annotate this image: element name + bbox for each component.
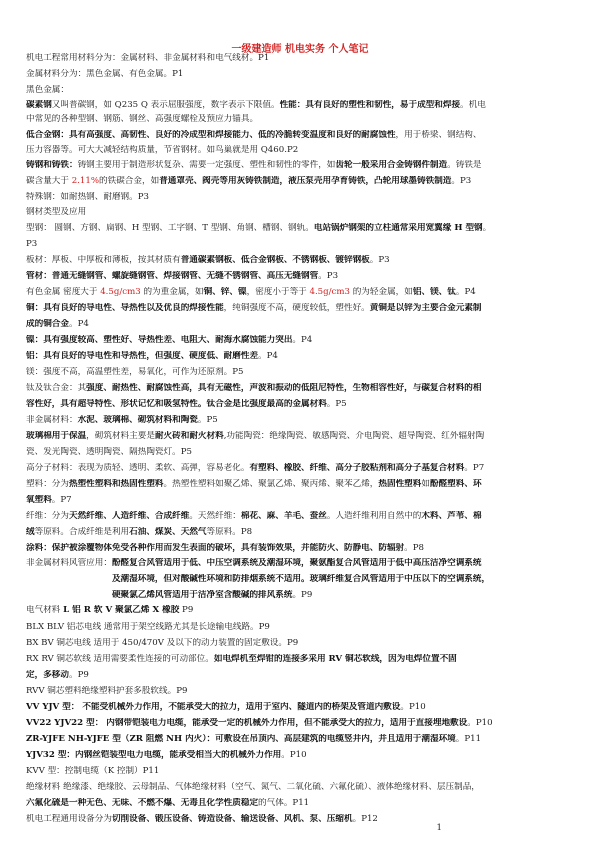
text-segment: ，纯铜强度不高，硬度较低，塑性好。 — [223, 303, 370, 313]
bold-text: 硬聚氯乙烯风管适用于洁净室含酸碱的排风系统 — [111, 590, 293, 600]
text-segment: 钢材类型及应用 — [26, 207, 87, 217]
text-segment: 。 — [482, 223, 492, 233]
note-line — [26, 192, 578, 202]
bold-text: 氧塑料 — [26, 495, 52, 505]
note-line — [26, 287, 578, 297]
text-segment: 中常见的各种型钢、钢筋、钢丝、高强度螺栓及预应力锚具。 — [26, 114, 259, 124]
note-line — [26, 383, 578, 393]
note-line — [26, 100, 578, 110]
text-segment: ,功能陶瓷：绝缘陶瓷、敏感陶瓷、介电陶瓷、超导陶瓷、红外辐射陶 — [223, 431, 485, 441]
text-segment: 。P10 — [281, 750, 307, 760]
note-line — [26, 766, 578, 776]
text-segment: 瓷、发光陶瓷、透明陶瓷、隔热陶瓷灯。P5 — [26, 447, 192, 457]
note-line — [26, 255, 578, 265]
text-segment: 。P9 — [68, 670, 89, 680]
note-line — [26, 114, 578, 124]
bold-text: L 铝 R 软 V 聚氯乙烯 X 橡胶 — [63, 605, 180, 615]
text-segment: 。机电 — [460, 100, 486, 110]
text-segment: 等原料。合成纤维是利用 — [34, 527, 130, 537]
bold-text: 容性好，具有超导特性、形状记忆和吸氢特性。钛合金是比强度最高的金属材料 — [26, 399, 327, 409]
text-segment: 纤维：分为 — [26, 511, 69, 521]
highlight-text: 4.5g/cm3 — [309, 287, 350, 297]
note-line — [26, 527, 578, 537]
note-line — [26, 415, 578, 425]
bold-text: 定，多移动 — [26, 670, 69, 680]
text-segment — [26, 590, 112, 600]
bold-text: 普通碳素钢板、低合金钢板、不锈钢板、镀锌钢板 — [180, 255, 370, 265]
text-segment — [26, 574, 112, 584]
bold-text: 水泥、玻璃棉、砌筑材料和陶瓷 — [77, 415, 198, 425]
bold-text: 强度、耐热性、耐腐蚀性高，具有无磁性，声波和振动的低阻尼特性，生物相容性好，与碳复合材料的相 — [86, 383, 482, 393]
text-segment: P3 — [26, 239, 38, 249]
bold-text: ZR-YJFE NH-YJFE 型（ZR 阻燃 NH 内火）：可敷设在吊顶内、高层建筑的电缆竖井内，并且适用于潮湿环境 — [26, 734, 456, 744]
text-segment: 。天然纤维： — [189, 511, 241, 521]
bold-text: 及潮湿环境，但对酸碱性环境和防排烟系统不适用。玻璃纤维复合风管适用于中压以下的空调系统， — [111, 574, 491, 584]
note-line — [26, 638, 578, 648]
bold-text: 铝、镁、钛 — [412, 287, 456, 297]
bold-text: 碳素钢 — [26, 100, 52, 110]
text-segment: 塑料：分为 — [26, 479, 69, 489]
page-number: 1 — [436, 823, 442, 833]
bold-text: 铸钢和铸铁： — [26, 160, 78, 170]
bold-text: 管材：普通无缝钢管、螺旋缝钢管、焊接钢管、无缝不锈钢管、高压无缝钢管 — [26, 271, 319, 281]
text-segment: 有色金属 密度大于 — [26, 287, 101, 297]
note-line — [26, 798, 578, 808]
bold-text: 热固性塑料 — [378, 479, 422, 489]
note-line — [26, 53, 578, 63]
bold-text: VV22 YJV22 型： 内钢带铠装电力电缆，能承受一定的机械外力作用，但不能承受大的拉力，适用于直接埋地敷设 — [26, 718, 468, 728]
note-line — [26, 511, 578, 521]
bold-text: 铜：具有良好的导电性、导热性以及优良的焊接性能 — [26, 303, 224, 313]
note-line — [26, 479, 578, 489]
bold-text: 普通罩壳、阀壳等用灰铸铁制造，液压泵壳用孕育铸铁，凸轮用球墨铸铁制造 — [159, 176, 452, 186]
highlight-text: 4.5g/cm3 — [100, 287, 141, 297]
text-segment: 特殊钢：如耐热钢、耐磨钢。P3 — [26, 192, 149, 202]
bold-text: YJV32 型：内钢丝铠装型电力电缆，能承受相当大的机械外力作用 — [26, 750, 282, 760]
text-segment: 。P7 — [51, 495, 72, 505]
note-line — [26, 718, 578, 728]
text-segment: 等原料。P8 — [206, 527, 253, 537]
note-line — [26, 223, 578, 233]
note-line — [26, 367, 578, 377]
note-line — [26, 590, 578, 600]
text-segment: 机电工程常用材料分为：金属材料、非金属材料和电气线材。P1 — [26, 53, 270, 63]
note-line — [26, 670, 578, 680]
bold-text: 不能受机械外力作用，不能承受大的拉力，适用于室内、隧道内的桥架及管道内敷设 — [82, 702, 401, 712]
text-segment: 绝缘材料 绝缘漆、绝缘胶、云母制品、气体绝缘材料（空气、氮气、二氧化硫、六氟化硫）、液体绝缘材料、层压制品， — [26, 782, 480, 792]
note-line — [26, 605, 578, 615]
text-segment: 铸钢主要用于制造形状复杂、需要一定强度、塑性和韧性的零件，如 — [77, 160, 336, 170]
text-segment: 。P7 — [464, 463, 485, 473]
text-segment: 。P5 — [326, 399, 347, 409]
note-line — [26, 734, 578, 744]
note-line — [26, 85, 578, 95]
note-line — [26, 335, 578, 345]
note-line — [26, 686, 578, 696]
text-segment: 。铸铁是 — [447, 160, 482, 170]
bold-text: 齿轮一般采用合金铸钢件制造 — [335, 160, 448, 170]
note-line — [26, 543, 578, 553]
text-segment: 型钢： 圆钢、方钢、扁钢、H 型钢、工字钢、T 型钢、角钢、槽钢、钢轨。 — [26, 223, 314, 233]
note-line — [26, 574, 578, 584]
note-line — [26, 130, 578, 140]
text-segment: 的为重金属，如 — [140, 287, 204, 297]
bold-text: 性能：具有良好的塑性和韧性，易于成型和焊接 — [279, 100, 461, 110]
note-line — [26, 654, 578, 664]
text-segment: P9 — [179, 605, 194, 615]
note-line — [26, 69, 578, 79]
note-line — [26, 622, 578, 632]
bold-text: 棉花、麻、羊毛、蚕丝 — [240, 511, 327, 521]
note-line — [26, 207, 578, 217]
text-segment: 。P10 — [400, 702, 426, 712]
text-segment: 。P10 — [467, 718, 493, 728]
text-segment: 。P4 — [455, 287, 476, 297]
text-segment: 。P11 — [455, 734, 482, 744]
bold-text: 玻璃棉用于保温 — [26, 431, 87, 441]
text-segment: 。P4 — [258, 351, 278, 361]
bold-text: 天然纤维、人造纤维、合成纤维 — [68, 511, 190, 521]
note-line — [26, 351, 578, 361]
text-segment: 镁：强度不高，高温塑性差，易氧化，可作为还原剂。P5 — [26, 367, 244, 377]
text-segment: 的铁碳合金，如 — [99, 176, 160, 186]
text-segment: 金属材料分为：黑色金属、有色金属。P1 — [26, 69, 184, 79]
text-segment: 电气材料 — [26, 605, 64, 615]
bold-text: 低合金钢：具有高强度、高韧性、良好的冷成型和焊接能力、低的冷脆转变温度和良好的耐腐蚀性 — [26, 130, 396, 140]
text-segment: 机电工程通用设备分为 — [26, 814, 112, 824]
highlight-text: 2.11% — [71, 176, 100, 186]
text-segment: 高分子材料：表现为质轻、透明、柔软、高弹，容易老化。 — [26, 463, 250, 473]
bold-text: 木料、芦苇、棉 — [421, 511, 482, 521]
text-segment: ，用于桥梁、钢结构、 — [395, 130, 482, 140]
bold-text: 成的铜合金 — [26, 319, 69, 329]
text-segment: 。人造纤维利用自然中的 — [326, 511, 422, 521]
text-segment: 压力容器等。可大大减轻结构质量，节省钢材。如鸟巢就是用 Q460.P2 — [26, 145, 299, 155]
bold-text: 有塑料、橡胶、纤维、高分子胶粘剂和高分子基复合材料 — [249, 463, 465, 473]
note-line — [26, 447, 578, 457]
bold-text: 酚醛塑料、环 — [429, 479, 482, 489]
note-line — [26, 145, 578, 155]
text-segment: 非金属材料风管应用： — [26, 558, 112, 568]
text-segment: 钛及钛合金：其 — [26, 383, 87, 393]
text-segment: 。热塑性塑料如聚乙烯、聚氯乙烯、聚丙烯、聚苯乙烯， — [163, 479, 379, 489]
text-segment: 非金属材料： — [26, 415, 78, 425]
text-segment: 的为轻金属，如 — [349, 287, 413, 297]
bold-text: 热塑性塑料和热固性塑料 — [68, 479, 164, 489]
bold-text: 涂料：保护被涂覆物体免受各种作用而发生表面的破坏，具有装饰效果，并能防火、防静电、防辐射 — [26, 543, 405, 553]
note-line — [26, 239, 578, 249]
note-line — [26, 463, 578, 473]
note-line — [26, 399, 578, 409]
note-line — [26, 176, 578, 186]
text-segment: 。P3 — [369, 255, 390, 265]
note-line — [26, 782, 578, 792]
bold-text: 镍：具有强度较高、塑性好、导热性差、电阻大、耐海水腐蚀能力突出 — [26, 335, 293, 345]
text-segment: 。P9 — [292, 590, 313, 600]
note-line — [26, 431, 578, 441]
text-segment: 的气体。P11 — [258, 798, 310, 808]
bold-text: VV YJV 型： — [26, 702, 83, 712]
text-segment: BLX BLV 铝芯电线 通常用于架空线路尤其是长途输电线路。P9 — [26, 622, 270, 632]
text-segment: 又叫普碳钢，如 Q235 Q 表示屈服强度，数字表示下限值。 — [51, 100, 280, 110]
text-segment: 。P4 — [68, 319, 89, 329]
bold-text: 铜、锌、镍 — [203, 287, 247, 297]
text-segment: 。P5 — [197, 415, 218, 425]
note-line — [26, 702, 578, 712]
note-line — [26, 495, 578, 505]
text-segment: 碳含量大于 — [26, 176, 72, 186]
text-segment: ，密度小于等于 — [246, 287, 310, 297]
text-segment: ，砌筑材料主要是 — [86, 431, 155, 441]
text-segment: 。P3 — [451, 176, 472, 186]
bold-text: 切削设备、锻压设备、铸造设备、输送设备、风机、泵、压缩机 — [111, 814, 353, 824]
bold-text: 如电焊机至焊钳的连接多采用 RV 铜芯软线，因为电焊位置不固 — [213, 654, 457, 664]
bold-text: 绒 — [26, 527, 35, 537]
note-line — [26, 750, 578, 760]
bold-text: 黄铜是以锌为主要合金元素制 — [369, 303, 482, 313]
note-line — [26, 319, 578, 329]
page-title: 一级建造师 机电实务 个人笔记 — [231, 44, 369, 55]
text-segment: BX BV 铜芯电线 适用于 450/470V 及以下的动力装置的固定敷设。P9 — [26, 638, 299, 648]
text-segment: 如 — [421, 479, 430, 489]
note-line — [26, 303, 578, 313]
bold-text: 铝：具有良好的导电性和导热性，但强度、硬度低、耐磨性差 — [26, 351, 259, 361]
text-segment: 。P4 — [292, 335, 313, 345]
note-line — [26, 814, 578, 824]
text-segment: 。P12 — [352, 814, 378, 824]
text-segment: 。P8 — [404, 543, 424, 553]
text-segment: 。P3 — [318, 271, 339, 281]
bold-text: 耐火砖和耐火材料 — [154, 431, 224, 441]
text-segment: 板材：厚板、中厚板和薄板，按其材质有 — [26, 255, 181, 265]
text-segment: 黑色金属： — [26, 85, 69, 95]
bold-text: 电站锅炉钢架的立柱通常采用宽翼缘 H 型钢 — [313, 223, 483, 233]
bold-text: 六氟化硫是一种无色、无味、不燃不爆、无毒且化学性质稳定 — [26, 798, 259, 808]
text-segment: RX RV 铜芯软线 适用需要柔性连接的可动部位。 — [26, 654, 214, 664]
note-line — [26, 271, 578, 281]
note-line — [26, 160, 578, 170]
bold-text: 石油、煤炭、天然气 — [129, 527, 207, 537]
bold-text: 酚醛复合风管适用于低、中压空调系统及潮湿环境，聚氨酯复合风管适用于低中高压洁净空调系统 — [111, 558, 482, 568]
text-segment: RVV 铜芯塑料绝缘塑料护套多股软线。P9 — [26, 686, 188, 696]
text-segment: KVV 型：控制电缆（K 控制）P11 — [26, 766, 160, 776]
note-line — [26, 558, 578, 568]
